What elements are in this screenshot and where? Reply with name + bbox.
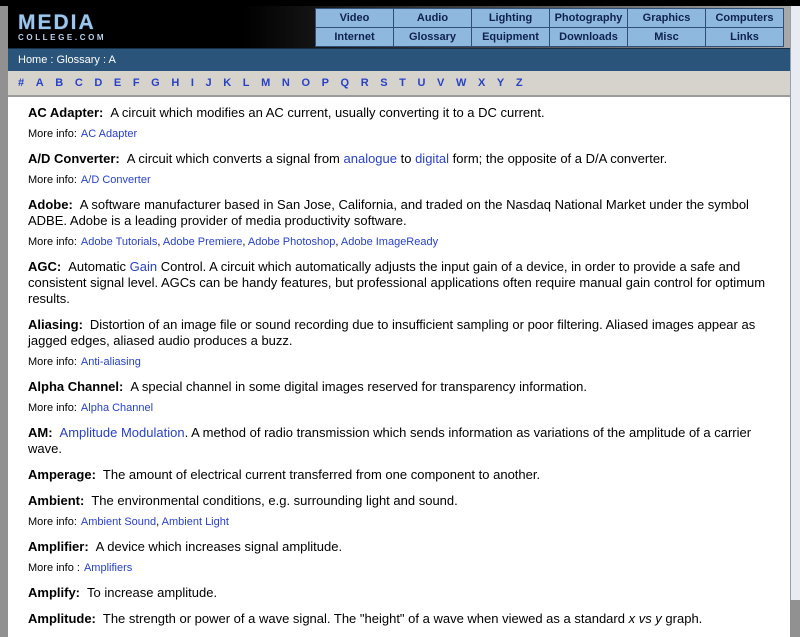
nav-button-misc[interactable]: Misc <box>628 27 706 46</box>
more-info-link[interactable]: Adobe ImageReady <box>340 236 439 248</box>
alphabet-letter-d[interactable]: D <box>94 77 103 89</box>
alphabet-letter-q[interactable]: Q <box>340 77 350 89</box>
alphabet-letter-o[interactable]: O <box>301 77 310 89</box>
alphabet-letter-l[interactable]: L <box>242 77 250 89</box>
definition-line <box>28 197 766 229</box>
more-info-link[interactable]: Ambient Light <box>161 516 229 528</box>
alphabet-letter-x[interactable]: X <box>477 77 486 89</box>
glossary-term: AC Adapter: <box>28 105 104 120</box>
more-info-link[interactable]: Amplifiers <box>83 562 133 574</box>
nav-button-audio[interactable]: Audio <box>394 8 472 27</box>
alphabet-letter-u[interactable]: U <box>417 77 426 89</box>
more-info-link[interactable]: Ambient Sound <box>80 516 157 528</box>
more-info <box>28 401 766 415</box>
more-info-link[interactable]: Adobe Premiere <box>162 236 243 248</box>
logo-media-text: MEDIA <box>18 10 96 34</box>
page-frame <box>0 6 800 626</box>
glossary-term: Amplifier: <box>28 539 89 554</box>
breadcrumb-home[interactable]: Home <box>18 54 48 66</box>
nav-button-internet[interactable]: Internet <box>316 27 394 46</box>
alphabet-letter-f[interactable]: F <box>132 77 140 89</box>
glossary-entry <box>28 467 766 483</box>
site-header <box>8 6 790 48</box>
definition-line <box>28 425 766 457</box>
definition-text: form; the opposite of a D/A converter. <box>449 151 668 166</box>
nav-button-video[interactable]: Video <box>316 8 394 27</box>
alphabet-letter-hash[interactable]: # <box>18 77 25 89</box>
alphabet-letter-a[interactable]: A <box>35 77 44 89</box>
definition-text: A device which increases signal amplitude. <box>95 539 343 554</box>
definition-line <box>28 379 766 395</box>
more-info-link[interactable]: Adobe Photoshop <box>247 236 336 248</box>
alphabet-letter-t[interactable]: T <box>399 77 406 89</box>
site-logo[interactable] <box>10 9 116 46</box>
glossary-entry <box>28 539 766 575</box>
more-info-label: More info : <box>28 562 80 574</box>
definition-text: . A method of radio transmission which sends information as variations of the amplitude of a carrier wave. <box>28 425 752 456</box>
nav-button-downloads[interactable]: Downloads <box>550 27 628 46</box>
definition-line <box>28 493 766 509</box>
glossary-term: Amplitude: <box>28 611 96 626</box>
definition-text: Automatic <box>68 259 130 274</box>
alphabet-letter-h[interactable]: H <box>171 77 180 89</box>
more-info-label: More info: <box>28 402 77 414</box>
definition-line <box>28 151 766 167</box>
definition-line <box>28 539 766 555</box>
glossary-term: Amperage: <box>28 467 96 482</box>
more-info-label: More info: <box>28 516 77 528</box>
glossary-term: A/D Converter: <box>28 151 120 166</box>
glossary-entry <box>28 585 766 601</box>
alphabet-letter-r[interactable]: R <box>360 77 369 89</box>
definition-link[interactable]: Gain <box>129 259 158 274</box>
glossary-entry <box>28 259 766 307</box>
glossary-term: Aliasing: <box>28 317 83 332</box>
definition-link[interactable]: digital <box>415 151 450 166</box>
nav-button-links[interactable]: Links <box>706 27 784 46</box>
more-info: More info: Ambient Sound, Ambient Light <box>28 516 229 528</box>
more-info-label: More info: <box>28 128 77 140</box>
alphabet-letter-n[interactable]: N <box>281 77 290 89</box>
alphabet-index <box>8 71 790 97</box>
definition-text: Control. A circuit which automatically adjusts the input gain of a device, in order to provide a safe and consistent signal level. AGCs can be handy features, but professional applications often require manual gain control for optimum results. <box>28 259 766 306</box>
alphabet-letter-p[interactable]: P <box>321 77 329 89</box>
nav-button-lighting[interactable]: Lighting <box>472 8 550 27</box>
more-info <box>28 173 766 187</box>
alphabet-letter-j[interactable]: J <box>205 77 212 89</box>
glossary-term: Amplify: <box>28 585 80 600</box>
definition-text: A circuit which modifies an AC current, usually converting it to a DC current. <box>110 105 545 120</box>
more-info <box>28 127 766 141</box>
site-page <box>8 6 790 626</box>
breadcrumb-separator: : <box>99 54 109 66</box>
logo-college-text: COLLEGE.COM <box>18 32 107 42</box>
glossary-entry <box>28 611 766 627</box>
glossary-entry <box>28 425 766 457</box>
more-info-link[interactable]: Anti-aliasing <box>80 356 141 368</box>
glossary-entry <box>28 317 766 369</box>
definition-line <box>28 105 766 121</box>
definition-line <box>28 585 766 601</box>
more-info <box>28 355 766 369</box>
glossary-term: Adobe: <box>28 197 73 212</box>
alphabet-letter-i[interactable]: I <box>190 77 194 89</box>
alphabet-letter-e[interactable]: E <box>113 77 122 89</box>
definition-text: The environmental conditions, e.g. surrounding light and sound. <box>91 493 458 508</box>
definition-text: A circuit which converts a signal from <box>126 151 344 166</box>
breadcrumb-glossary[interactable]: Glossary <box>56 54 100 66</box>
alphabet-letter-c[interactable]: C <box>74 77 83 89</box>
glossary-content <box>8 97 790 637</box>
alphabet-letter-s[interactable]: S <box>380 77 388 89</box>
glossary-term: Ambient: <box>28 493 85 508</box>
alphabet-letter-z[interactable]: Z <box>515 77 523 89</box>
alphabet-letter-b[interactable]: B <box>55 77 64 89</box>
more-info <box>28 561 766 575</box>
definition-line <box>28 467 766 483</box>
breadcrumb-current: A <box>108 54 116 66</box>
nav-button-computers[interactable]: Computers <box>706 8 784 27</box>
definition-text: The amount of electrical current transferred from one component to another. <box>102 467 541 482</box>
main-nav <box>315 8 784 47</box>
alphabet-letter-v[interactable]: V <box>437 77 445 89</box>
more-info-link[interactable]: Alpha Channel <box>80 402 154 414</box>
more-info-label: More info: <box>28 236 77 248</box>
glossary-entry <box>28 151 766 187</box>
glossary-term: AM: <box>28 425 53 440</box>
definition-text: To increase amplitude. <box>87 585 218 600</box>
more-info-label: More info: <box>28 174 77 186</box>
glossary-entry <box>28 105 766 141</box>
nav-button-photography[interactable]: Photography <box>550 8 628 27</box>
definition-line <box>28 611 766 627</box>
alphabet-letter-k[interactable]: K <box>223 77 232 89</box>
more-info-link[interactable]: Adobe Tutorials <box>80 236 158 248</box>
more-info: More info: Adobe Tutorials, Adobe Premiere, Adobe Photoshop, Adobe ImageReady <box>28 236 439 248</box>
definition-text: graph. <box>661 611 703 626</box>
glossary-entry <box>28 379 766 415</box>
nav-button-equipment[interactable]: Equipment <box>472 27 550 46</box>
definition-link[interactable]: analogue <box>343 151 397 166</box>
alphabet-letter-m[interactable]: M <box>261 77 271 89</box>
definition-text: A software manufacturer based in San Jose, California, and traded on the Nasdaq National Market under the symbol ADBE. Adobe is a leading provider of media productivity software. <box>28 197 749 228</box>
definition-text: A special channel in some digital images reserved for transparency information. <box>130 379 588 394</box>
glossary-entry <box>28 197 766 249</box>
glossary-term: Alpha Channel: <box>28 379 124 394</box>
alphabet-letter-w[interactable]: W <box>455 77 467 89</box>
definition-text: to <box>397 151 416 166</box>
definition-line <box>28 317 766 349</box>
definition-text: Distortion of an image file or sound recording due to insufficient sampling or poor filtering. Aliased images appear as jagged edges, aliased audio produces a buzz. <box>28 317 756 348</box>
definition-text: The strength or power of a wave signal. The "height" of a wave when viewed as a standard <box>102 611 629 626</box>
scrollbar-track[interactable] <box>790 6 800 600</box>
definition-emphasis: x vs y <box>628 611 662 626</box>
more-info-link[interactable]: A/D Converter <box>80 174 151 186</box>
definition-line <box>28 259 766 307</box>
alphabet-letter-y[interactable]: Y <box>496 77 505 89</box>
glossary-term: AGC: <box>28 259 62 274</box>
breadcrumb <box>8 48 790 71</box>
more-info-label: More info: <box>28 356 77 368</box>
nav-button-graphics[interactable]: Graphics <box>628 8 706 27</box>
nav-button-glossary[interactable]: Glossary <box>394 27 472 46</box>
definition-link[interactable]: Amplitude Modulation <box>59 425 185 440</box>
glossary-entry <box>28 493 766 529</box>
breadcrumb-separator: : <box>47 54 57 66</box>
alphabet-letter-g[interactable]: G <box>151 77 160 89</box>
more-info-link[interactable]: AC Adapter <box>80 128 138 140</box>
